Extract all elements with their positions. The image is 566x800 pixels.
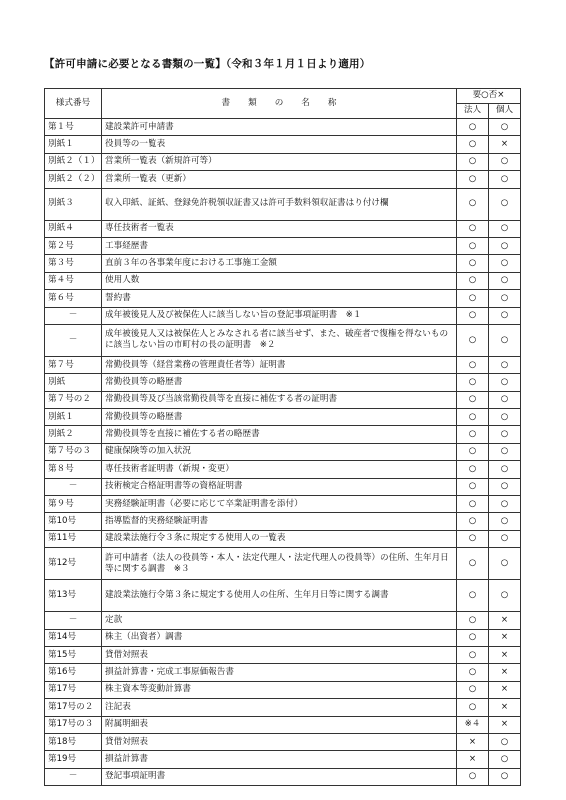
form-number-cell: 第17号の２	[45, 699, 102, 716]
document-title: 【許可申請に必要となる書類の一覧】（令和３年１月１日より適用）	[44, 58, 371, 70]
corporation-required-cell: ○	[457, 646, 489, 663]
table-row	[45, 290, 521, 307]
individual-required-cell: ×	[489, 716, 521, 733]
table-row	[45, 496, 521, 513]
header-form-number: 様式番号	[45, 89, 102, 119]
individual-required-cell: ○	[489, 496, 521, 513]
form-number-cell: 別紙１	[45, 136, 102, 153]
form-number-cell: －	[45, 478, 102, 495]
individual-required-cell: ×	[489, 646, 521, 663]
header-individual: 個人	[489, 104, 521, 119]
individual-required-cell: ○	[489, 391, 521, 408]
form-number-cell: 第２号	[45, 237, 102, 254]
table-row	[45, 681, 521, 698]
document-name-cell: 誓約書	[102, 290, 457, 307]
corporation-required-cell: ○	[457, 409, 489, 426]
document-name-cell: 注記表	[102, 699, 457, 716]
document-name-cell: 常勤役員等（経営業務の管理責任者等）証明書	[102, 356, 457, 373]
corporation-required-cell: ×	[457, 733, 489, 750]
document-name-cell: 直前３年の各事業年度における工事施工金額	[102, 255, 457, 272]
form-number-cell: 第13号	[45, 580, 102, 612]
individual-required-cell: ○	[489, 478, 521, 495]
table-row	[45, 612, 521, 629]
individual-required-cell: ○	[489, 307, 521, 324]
corporation-required-cell: ○	[457, 324, 489, 356]
table-row	[45, 629, 521, 646]
required-documents-table	[44, 88, 521, 786]
individual-required-cell: ○	[489, 548, 521, 580]
document-name-cell: 常勤役員等の略歴書	[102, 409, 457, 426]
individual-required-cell: ○	[489, 290, 521, 307]
corporation-required-cell: ○	[457, 374, 489, 391]
corporation-required-cell: ×	[457, 751, 489, 768]
table-row	[45, 171, 521, 188]
individual-required-cell: ○	[489, 220, 521, 237]
document-name-cell: 技術検定合格証明書等の資格証明書	[102, 478, 457, 495]
table-row	[45, 391, 521, 408]
individual-required-cell: ○	[489, 119, 521, 136]
form-number-cell: 第17号	[45, 681, 102, 698]
corporation-required-cell: ○	[457, 664, 489, 681]
table-row	[45, 324, 521, 356]
corporation-required-cell: ○	[457, 171, 489, 188]
corporation-required-cell: ○	[457, 496, 489, 513]
table-row	[45, 153, 521, 170]
document-name-cell: 指導監督的実務経験証明書	[102, 513, 457, 530]
table-row	[45, 513, 521, 530]
table-row	[45, 220, 521, 237]
form-number-cell: 第19号	[45, 751, 102, 768]
form-number-cell: 第10号	[45, 513, 102, 530]
corporation-required-cell: ○	[457, 548, 489, 580]
individual-required-cell: ○	[489, 443, 521, 460]
individual-required-cell: ○	[489, 188, 521, 220]
corporation-required-cell: ○	[457, 426, 489, 443]
document-name-cell: 損益計算書	[102, 751, 457, 768]
corporation-required-cell: ○	[457, 119, 489, 136]
form-number-cell: 第15号	[45, 646, 102, 663]
table-row	[45, 255, 521, 272]
document-name-cell: 常勤役員等を直接に補佐する者の略歴書	[102, 426, 457, 443]
corporation-required-cell: ○	[457, 681, 489, 698]
table-row	[45, 664, 521, 681]
table-row	[45, 733, 521, 750]
table-row	[45, 751, 521, 768]
form-number-cell: 第６号	[45, 290, 102, 307]
form-number-cell: 第８号	[45, 461, 102, 478]
individual-required-cell: ○	[489, 580, 521, 612]
form-number-cell: 別紙２	[45, 426, 102, 443]
table-row	[45, 716, 521, 733]
form-number-cell: －	[45, 612, 102, 629]
corporation-required-cell: ○	[457, 391, 489, 408]
corporation-required-cell: ○	[457, 530, 489, 547]
document-name-cell: 収入印紙、証紙、登録免許税領収証書又は許可手数料領収証書はり付け欄	[102, 188, 457, 220]
document-name-cell: 建設業法施行令３条に規定する使用人の一覧表	[102, 530, 457, 547]
individual-required-cell: ○	[489, 255, 521, 272]
document-name-cell: 専任技術者証明書（新規・変更）	[102, 461, 457, 478]
table-row	[45, 530, 521, 547]
individual-required-cell: ×	[489, 681, 521, 698]
form-number-cell: 第７号の２	[45, 391, 102, 408]
form-number-cell: －	[45, 768, 102, 785]
corporation-required-cell: ○	[457, 461, 489, 478]
corporation-required-cell: ○	[457, 699, 489, 716]
document-name-cell: 営業所一覧表（新規許可等）	[102, 153, 457, 170]
form-number-cell: 第16号	[45, 664, 102, 681]
individual-required-cell: ○	[489, 374, 521, 391]
table-row	[45, 548, 521, 580]
individual-required-cell: ○	[489, 237, 521, 254]
individual-required-cell: ×	[489, 629, 521, 646]
form-number-cell: 第４号	[45, 272, 102, 289]
document-name-cell: 許可申請者（法人の役員等・本人・法定代理人・法定代理人の役員等）の住所、生年月日等に関する調書 ※３	[102, 548, 457, 580]
individual-required-cell: ○	[489, 272, 521, 289]
header-document-name: 書類の名称	[102, 89, 457, 119]
individual-required-cell: ×	[489, 612, 521, 629]
corporation-required-cell: ○	[457, 220, 489, 237]
individual-required-cell: ○	[489, 530, 521, 547]
header-required: 要○否×	[457, 89, 521, 104]
header-corporation: 法人	[457, 104, 489, 119]
document-name-cell: 建設業許可申請書	[102, 119, 457, 136]
corporation-required-cell: ○	[457, 580, 489, 612]
table-row	[45, 768, 521, 785]
table-row	[45, 356, 521, 373]
individual-required-cell: ×	[489, 699, 521, 716]
document-name-cell: 貸借対照表	[102, 646, 457, 663]
corporation-required-cell: ○	[457, 188, 489, 220]
document-name-cell: 貸借対照表	[102, 733, 457, 750]
corporation-required-cell: ○	[457, 237, 489, 254]
individual-required-cell: ×	[489, 136, 521, 153]
corporation-required-cell: ○	[457, 356, 489, 373]
corporation-required-cell: ○	[457, 513, 489, 530]
corporation-required-cell: ○	[457, 153, 489, 170]
corporation-required-cell: ○	[457, 136, 489, 153]
document-name-cell: 株主（出資者）調書	[102, 629, 457, 646]
individual-required-cell: ○	[489, 409, 521, 426]
corporation-required-cell: ○	[457, 290, 489, 307]
form-number-cell: 第12号	[45, 548, 102, 580]
document-name-cell: 実務経験証明書（必要に応じて卒業証明書を添付）	[102, 496, 457, 513]
table-row	[45, 374, 521, 391]
form-number-cell: 別紙４	[45, 220, 102, 237]
document-name-cell: 定款	[102, 612, 457, 629]
form-number-cell: 第17号の３	[45, 716, 102, 733]
individual-required-cell: ○	[489, 153, 521, 170]
individual-required-cell: ○	[489, 324, 521, 356]
document-name-cell: 建設業法施行令第３条に規定する使用人の住所、生年月日等に関する調書	[102, 580, 457, 612]
table-row	[45, 580, 521, 612]
document-name-cell: 健康保険等の加入状況	[102, 443, 457, 460]
document-name-cell: 成年被後見人及び被保佐人に該当しない旨の登記事項証明書 ※１	[102, 307, 457, 324]
table-row	[45, 478, 521, 495]
form-number-cell: 第14号	[45, 629, 102, 646]
table-row	[45, 443, 521, 460]
individual-required-cell: ○	[489, 733, 521, 750]
form-number-cell: 第18号	[45, 733, 102, 750]
individual-required-cell: ○	[489, 356, 521, 373]
document-name-cell: 株主資本等変動計算書	[102, 681, 457, 698]
table-row	[45, 699, 521, 716]
table-row	[45, 237, 521, 254]
individual-required-cell: ○	[489, 426, 521, 443]
individual-required-cell: ○	[489, 768, 521, 785]
individual-required-cell: ○	[489, 513, 521, 530]
corporation-required-cell: ○	[457, 478, 489, 495]
individual-required-cell: ○	[489, 171, 521, 188]
document-name-cell: 役員等の一覧表	[102, 136, 457, 153]
table-row	[45, 188, 521, 220]
form-number-cell: 第11号	[45, 530, 102, 547]
document-name-cell: 専任技術者一覧表	[102, 220, 457, 237]
form-number-cell: －	[45, 307, 102, 324]
form-number-cell: 第１号	[45, 119, 102, 136]
table-row	[45, 272, 521, 289]
corporation-required-cell: ○	[457, 255, 489, 272]
table-row	[45, 136, 521, 153]
document-name-cell: 成年被後見人又は被保佐人とみなされる者に該当せず、また、破産者で復権を得ないものに該当しない旨の市町村の長の証明書 ※２	[102, 324, 457, 356]
form-number-cell: 第７号	[45, 356, 102, 373]
document-name-cell: 登記事項証明書	[102, 768, 457, 785]
corporation-required-cell: ○	[457, 612, 489, 629]
corporation-required-cell: ○	[457, 768, 489, 785]
form-number-cell: 第３号	[45, 255, 102, 272]
table-row	[45, 426, 521, 443]
individual-required-cell: ○	[489, 461, 521, 478]
form-number-cell: 別紙２（２）	[45, 171, 102, 188]
form-number-cell: 第７号の３	[45, 443, 102, 460]
document-name-cell: 工事経歴書	[102, 237, 457, 254]
individual-required-cell: ○	[489, 751, 521, 768]
table-row	[45, 307, 521, 324]
form-number-cell: 別紙３	[45, 188, 102, 220]
corporation-required-cell: ○	[457, 443, 489, 460]
document-name-cell: 附属明細表	[102, 716, 457, 733]
corporation-required-cell: ○	[457, 307, 489, 324]
document-name-cell: 常勤役員等及び当該常勤役員等を直接に補佐する者の証明書	[102, 391, 457, 408]
form-number-cell: 別紙２（１）	[45, 153, 102, 170]
corporation-required-cell: ○	[457, 629, 489, 646]
document-name-cell: 営業所一覧表（更新）	[102, 171, 457, 188]
document-name-cell: 損益計算書・完成工事原価報告書	[102, 664, 457, 681]
corporation-required-cell: ※４	[457, 716, 489, 733]
table-row	[45, 119, 521, 136]
form-number-cell: 別紙１	[45, 409, 102, 426]
individual-required-cell: ×	[489, 664, 521, 681]
table-row	[45, 646, 521, 663]
form-number-cell: 別紙	[45, 374, 102, 391]
document-name-cell: 常勤役員等の略歴書	[102, 374, 457, 391]
table-row	[45, 409, 521, 426]
corporation-required-cell: ○	[457, 272, 489, 289]
table-body	[45, 119, 521, 786]
document-name-cell: 使用人数	[102, 272, 457, 289]
form-number-cell: 第９号	[45, 496, 102, 513]
table-row	[45, 461, 521, 478]
form-number-cell: －	[45, 324, 102, 356]
